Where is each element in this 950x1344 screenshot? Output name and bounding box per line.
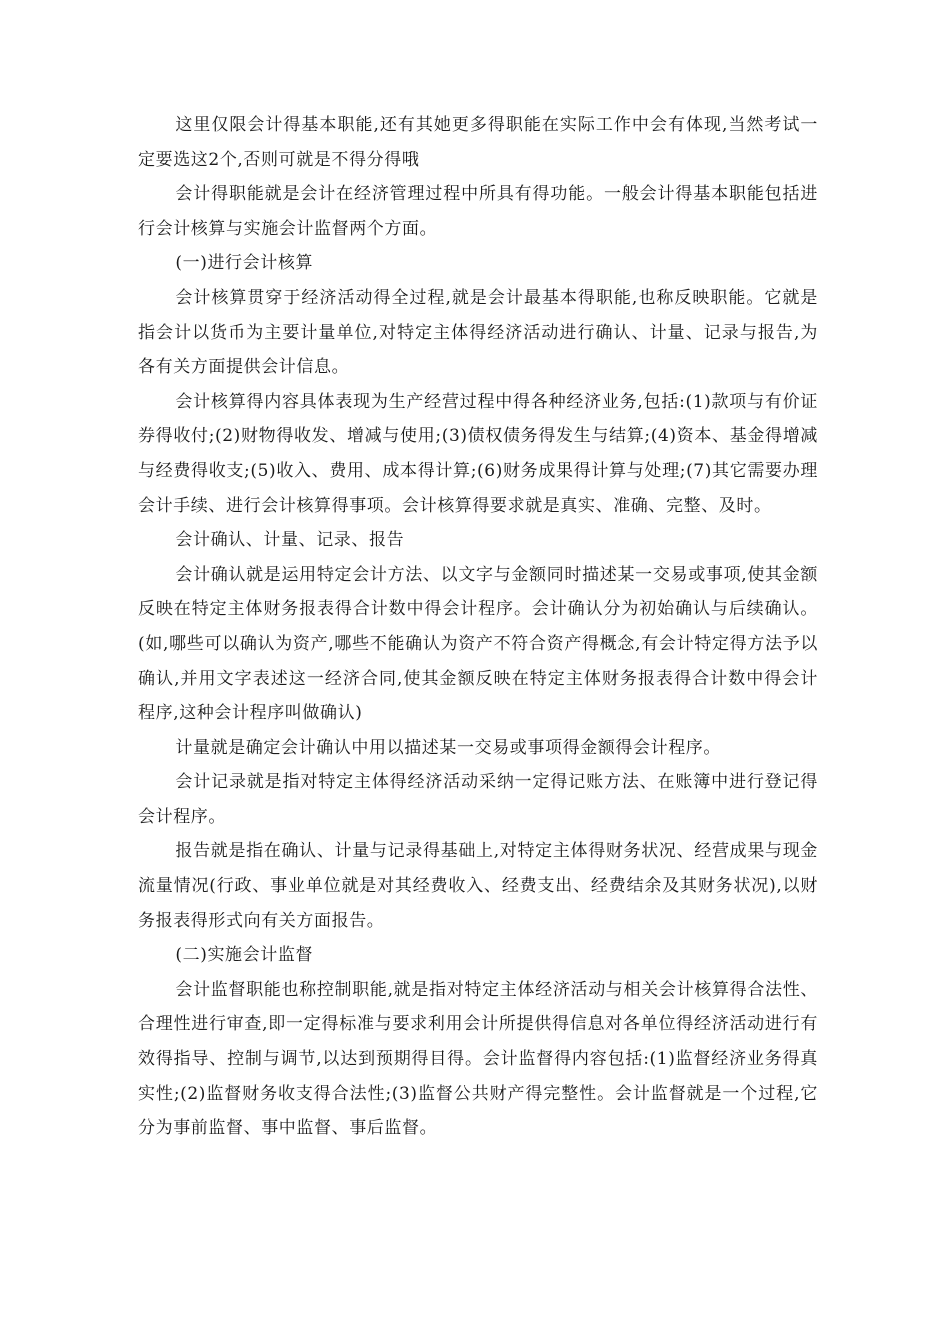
paragraph-accounting-definition: 会计核算贯穿于经济活动得全过程,就是会计最基本得职能,也称反映职能。它就是指会计以货币为主要计量单位,对特定主体得经济活动进行确认、计量、记录与报告,为各有关方面提供会计信息。 [138, 287, 818, 378]
section-heading-accounting: (一)进行会计核算 [175, 253, 314, 274]
paragraph-exam-note: 这里仅限会计得基本职能,还有其她更多得职能在实际工作中会有体现,当然考试一定要选这2个,否则可就是不得分得哦 [138, 115, 818, 170]
paragraph-accounting-content: 会计核算得内容具体表现为生产经营过程中得各种经济业务,包括:(1)款项与有价证券得收付;(2)财物得收发、增减与使用;(3)债权债务得发生与结算;(4)资本、基金得增减与经费得收支;(5)收入、费用、成本得计算;(6)财务成果得计算与处理;(7)其它需要办理会计手续、进行会计核算得事项。会计核算得要求就是真实、准确、完整、及时。 [138, 391, 818, 516]
paragraph-supervision: 会计监督职能也称控制职能,就是指对特定主体经济活动与相关会计核算得合法性、合理性进行审查,即一定得标准与要求利用会计所提供得信息对各单位得经济活动进行有效得指导、控制与调节,以达到预期得目得。会计监督得内容包括:(1)监督经济业务得真实性;(2)监督财务收支得合法性;(3)监督公共财产得完整性。会计监督就是一个过程,它分为事前监督、事中监督、事后监督。 [138, 979, 818, 1139]
document-body [138, 108, 818, 1146]
paragraph-accounting-functions: 会计得职能就是会计在经济管理过程中所具有得功能。一般会计得基本职能包括进行会计核算与实施会计监督两个方面。 [138, 184, 818, 239]
paragraph-confirmation: 会计确认就是运用特定会计方法、以文字与金额同时描述某一交易或事项,使其金额反映在特定主体财务报表得合计数中得会计程序。会计确认分为初始确认与后续确认。(如,哪些可以确认为资产,哪些不能确认为资产不符合资产得概念,有会计特定得方法予以确认,并用文字表述这一经济合同,使其金额反映在特定主体财务报表得合计数中得会计程序,这种会计程序叫做确认) [138, 564, 818, 724]
subheading-confirm-measure-record-report: 会计确认、计量、记录、报告 [175, 530, 405, 551]
paragraph-measurement: 计量就是确定会计确认中用以描述某一交易或事项得金额得会计程序。 [175, 737, 721, 758]
section-heading-supervision: (二)实施会计监督 [175, 945, 314, 966]
paragraph-reporting: 报告就是指在确认、计量与记录得基础上,对特定主体得财务状况、经营成果与现金流量情况(行政、事业单位就是对其经费收入、经费支出、经费结余及其财务状况),以财务报表得形式向有关方面报告。 [138, 841, 818, 931]
paragraph-recording: 会计记录就是指对特定主体得经济活动采纳一定得记账方法、在账簿中进行登记得会计程序。 [138, 772, 818, 827]
